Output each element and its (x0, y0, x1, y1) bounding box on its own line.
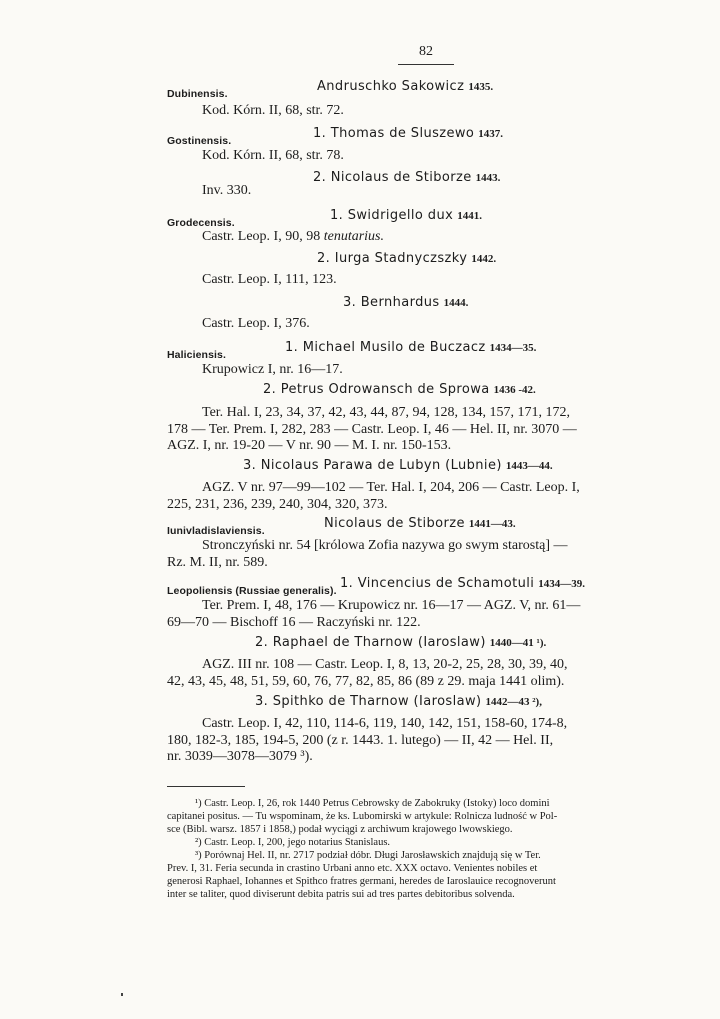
footnote-line: capitanei positus. — Tu wspominam, że ks. Lubomirski w artykule: Rolnicza ludność w Pol- (167, 811, 558, 822)
page-number-rule (398, 64, 454, 65)
official-name: Nicolaus de Stiborze 1441—43. (324, 516, 516, 531)
official-name: 3. Spithko de Tharnow (Iaroslaw) 1442—43 ²), (255, 694, 542, 709)
office-label: Haliciensis. (167, 349, 226, 361)
source-citation: Inv. 330. (202, 183, 252, 198)
source-citation-block: AGZ. V nr. 97—99—102 — Ter. Hal. I, 204, 206 — Castr. Leop. I, 225, 231, 236, 239, 240, 304, 320, 373. (167, 480, 580, 512)
official-name: 2. Petrus Odrowansch de Sprowa 1436 -42. (263, 382, 536, 397)
office-label: Gostinensis. (167, 135, 232, 147)
office-label: Dubinensis. (167, 88, 228, 100)
official-name: 2. Nicolaus de Stiborze 1443. (313, 170, 501, 185)
official-name: 1. Michael Musilo de Buczacz 1434—35. (285, 340, 537, 355)
official-name: 3. Nicolaus Parawa de Lubyn (Lubnie) 1443—44. (243, 458, 553, 473)
footnote-line: ¹) Castr. Leop. I, 26, rok 1440 Petrus Cebrowsky de Zabokruky (Istoky) loco domini (195, 798, 550, 809)
footnote-line: Prev. I, 31. Feria secunda in crastino Urbani anno etc. XXX octavo. Venientes nobiles et (167, 863, 538, 874)
entry-haliciensis-header (167, 340, 688, 362)
entry-gostinensis-header (167, 126, 688, 148)
source-citation: Castr. Leop. I, 376. (202, 316, 310, 331)
entry-dubinensis-header (167, 79, 688, 101)
source-citation: Kod. Kórn. II, 68, str. 72. (202, 103, 344, 118)
official-name: 2. Raphael de Tharnow (Iaroslaw) 1440—41 ¹). (255, 635, 547, 650)
footnote-line: inter se taliter, quod diviserunt debita patris sui ad tres partes debitoribus solvenda. (167, 889, 515, 900)
source-citation-block: Castr. Leop. I, 42, 110, 114-6, 119, 140, 142, 151, 158-60, 174-8, 180, 182-3, 185, 194-5, 200 (z r. 1443. 1. lutego) — II, 42 — Hel. II, nr. 3039—3078—3079 ³). (167, 716, 568, 764)
office-label: Iunivladislaviensis. (167, 525, 265, 537)
source-citation-block: Ter. Hal. I, 23, 34, 37, 42, 43, 44, 87, 94, 128, 134, 157, 171, 172, 178 — Ter. Prem. I, 282, 283 — Castr. Leop. I, 46 — Hel. II, nr. 3070 — AGZ. I, nr. 19-20 — V nr. 90 — M. I. nr. 150-153. (167, 405, 577, 453)
official-name: 1. Swidrigello dux 1441. (330, 208, 482, 223)
official-name: 2. Iurga Stadnyczszky 1442. (317, 251, 497, 266)
source-citation: Kod. Kórn. II, 68, str. 78. (202, 148, 344, 163)
official-name: 1. Thomas de Sluszewo 1437. (313, 126, 504, 141)
source-citation: Krupowicz I, nr. 16—17. (202, 362, 343, 377)
official-name: 1. Vincencius de Schamotuli 1434—39. (340, 576, 585, 591)
footnote-rule (167, 786, 245, 787)
print-speck (121, 993, 123, 996)
source-citation: Castr. Leop. I, 90, 98 tenutarius. (202, 229, 384, 244)
source-citation-block: AGZ. III nr. 108 — Castr. Leop. I, 8, 13, 20-2, 25, 28, 30, 39, 40, 42, 43, 45, 48, 51, 59, 60, 76, 77, 82, 85, 86 (89 z 29. maja 1441 olim). (167, 657, 568, 689)
entry-iunivladislaviensis-header (167, 516, 688, 538)
entry-grodecensis-header (167, 208, 688, 230)
footnote-line: ²) Castr. Leop. I, 200, jego notarius Stanislaus. (195, 837, 391, 848)
office-label: Grodecensis. (167, 217, 235, 229)
official-name: 3. Bernhardus 1444. (343, 295, 469, 310)
footnote-line: generosi Raphael, Iohannes et Spithco fratres germani, heredes de Iaroslauice recognoverunt (167, 876, 556, 887)
source-citation-block: Stronczyński nr. 54 [królowa Zofia nazywa go swym starostą] — Rz. M. II, nr. 589. (167, 538, 568, 570)
source-citation-block: Ter. Prem. I, 48, 176 — Krupowicz nr. 16—17 — AGZ. V, nr. 61— 69—70 — Bischoff 16 — Raczyński nr. 122. (167, 598, 581, 630)
footnotes (167, 797, 693, 901)
office-label: Leopoliensis (Russiae generalis). (167, 585, 337, 597)
footnote-line: ³) Porównaj Hel. II, nr. 2717 podział dóbr. Długi Jarosławskich znajdują się w Ter. (195, 850, 541, 861)
entry-leopoliensis-header (167, 576, 688, 598)
page-number: 82 (419, 44, 433, 59)
official-name: Andruschko Sakowicz 1435. (317, 79, 494, 94)
source-citation: Castr. Leop. I, 111, 123. (202, 272, 337, 287)
footnote-line: sce (Bibl. warsz. 1857 i 1858,) podał wyciągi z archiwum krajowego lwowskiego. (167, 824, 513, 835)
